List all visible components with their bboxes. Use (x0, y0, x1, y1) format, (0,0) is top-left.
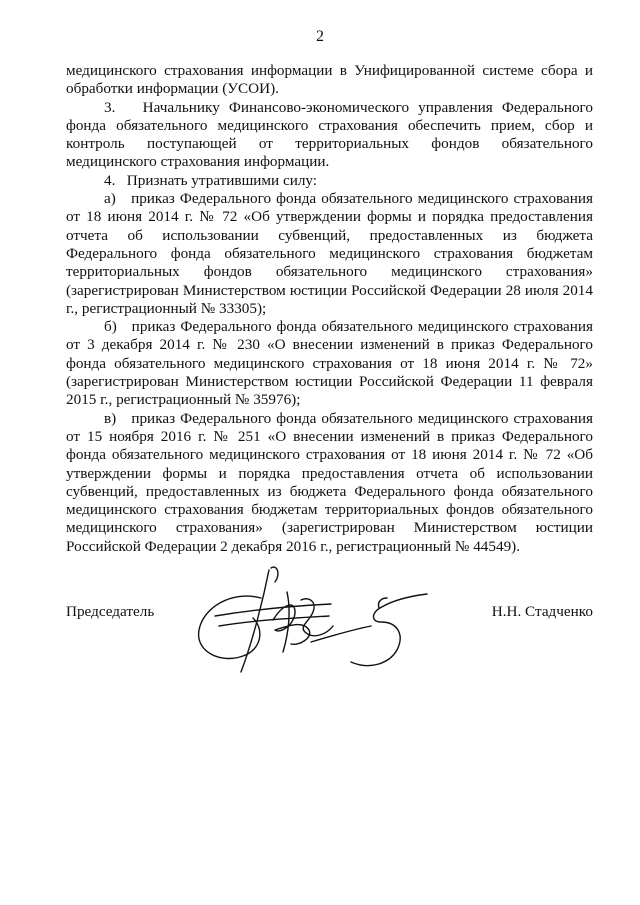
paragraph-item-3: 3. Начальнику Финансово-экономического управления Федерального фонда обязательного медицинского страхования обеспечить прием, сбор и контроль поступающей от территориальных фондов обязательного медицинского страхования информации. (66, 98, 593, 171)
signatory-role: Председатель (66, 603, 155, 620)
page-number: 2 (316, 28, 324, 45)
paragraph-subitem-a: а) приказ Федерального фонда обязательного медицинского страхования от 18 июня 2014 г. № 72 «Об утверждении формы и порядка предоставления отчета об использовании субвенций, предоставленных из бюджета Федерального фонда обязательного медицинского страхования бюджетам территориальных фондов обязательного медицинского страхования» (зарегистрирован Министерством юстиции Российской Федерации 28 июля 2014 г., регистрационный № 33305); (66, 190, 593, 317)
paragraph-subitem-b: б) приказ Федерального фонда обязательного медицинского страхования от 3 декабря 2014 г. № 230 «О внесении изменений в приказ Федерального фонда обязательного медицинского страхования от 18 июня 2014 г. № 72» (зарегистрирован Министерством юстиции Российской Федерации 11 февраля 2015 г., регистрационный № 35976); (66, 318, 593, 409)
handwritten-signature (191, 560, 431, 675)
paragraph-continuation: медицинского страхования информации в Унифицированной системе сбора и обработки информации (УСОИ). (66, 62, 593, 98)
paragraph-subitem-v: в) приказ Федерального фонда обязательного медицинского страхования от 15 ноября 2016 г. № 251 «О внесении изменений в приказ Федерального фонда обязательного медицинского страхования от 18 июня 2014 г. № 72 «Об утверждении формы и порядка предоставления отчета об использовании субвенций, предоставленных из бюджета Федерального фонда обязательного медицинского страхования бюджетам территориальных фондов обязательного медицинского страхования» (зарегистрирован Министерством юстиции Российской Федерации 2 декабря 2016 г., регистрационный № 44549). (66, 409, 593, 555)
document-body (66, 62, 593, 556)
paragraph-item-4: 4. Признать утратившими силу: (104, 171, 318, 189)
signatory-name: Н.Н. Стадченко (491, 603, 593, 620)
signature-block (66, 560, 593, 680)
